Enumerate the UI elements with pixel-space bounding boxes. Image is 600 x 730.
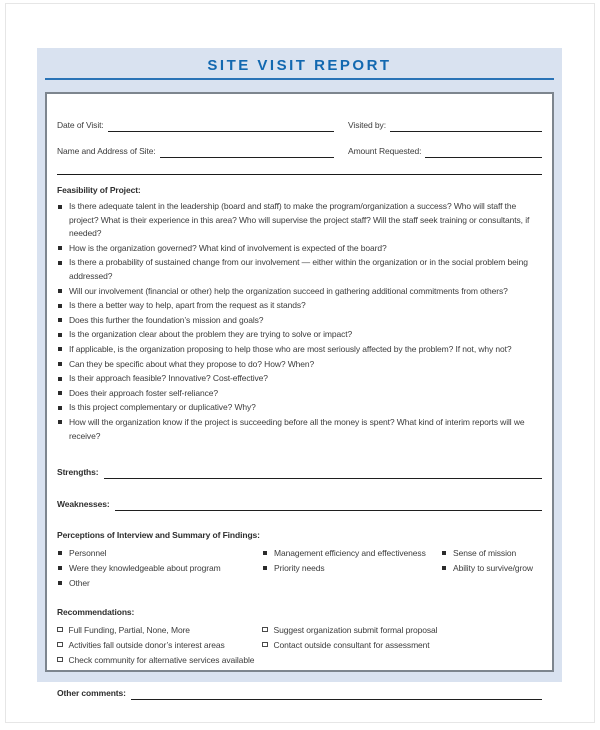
weaknesses-label: Weaknesses: bbox=[57, 499, 110, 510]
bullet-icon bbox=[442, 551, 446, 555]
recommendations-heading: Recommendations: bbox=[57, 607, 135, 618]
page-title: SITE VISIT REPORT bbox=[207, 57, 392, 74]
bullet-icon bbox=[58, 333, 62, 337]
bullet-icon bbox=[263, 551, 267, 555]
bullet-icon bbox=[58, 318, 62, 322]
bullet-icon bbox=[58, 261, 62, 265]
bullet-icon bbox=[58, 347, 62, 351]
feasibility-section bbox=[57, 184, 542, 443]
bullet-icon bbox=[58, 391, 62, 395]
perception-item: Personnel bbox=[57, 546, 262, 560]
section-divider bbox=[57, 174, 542, 175]
perception-item: Sense of mission bbox=[441, 546, 542, 560]
feasibility-question: Is the organization clear about the problem they are trying to solve or impact? bbox=[57, 328, 542, 342]
strengths-line[interactable] bbox=[104, 469, 542, 479]
recommendation-option[interactable]: Contact outside consultant for assessment bbox=[262, 638, 542, 652]
other-comments-line[interactable] bbox=[131, 690, 542, 700]
field-row-2 bbox=[57, 140, 542, 158]
date-of-visit-line[interactable] bbox=[108, 122, 334, 132]
field-row-1 bbox=[57, 114, 542, 132]
checkbox-icon[interactable] bbox=[57, 627, 63, 633]
visited-by-label: Visited by: bbox=[348, 120, 386, 130]
name-address-label: Name and Address of Site: bbox=[57, 146, 156, 156]
recommendations-section bbox=[57, 606, 542, 667]
checkbox-icon[interactable] bbox=[57, 642, 63, 648]
bullet-icon bbox=[58, 304, 62, 308]
title-rule bbox=[45, 78, 554, 80]
recommendation-option[interactable]: Check community for alternative services available bbox=[57, 653, 262, 667]
recommendation-option[interactable]: Full Funding, Partial, None, More bbox=[57, 623, 262, 637]
recommendation-option[interactable]: Suggest organization submit formal proposal bbox=[262, 623, 542, 637]
bullet-icon bbox=[263, 566, 267, 570]
checkbox-icon[interactable] bbox=[57, 657, 63, 663]
feasibility-question: Will our involvement (financial or other) help the organization succeed in gathering additional commitments from others? bbox=[57, 285, 542, 299]
bullet-icon bbox=[58, 566, 62, 570]
feasibility-question: How will the organization know if the project is succeeding before all the money is spent? What kind of interim reports will we receive? bbox=[57, 416, 542, 443]
feasibility-question: How is the organization governed? What kind of involvement is expected of the board? bbox=[57, 242, 542, 256]
weaknesses-row bbox=[57, 498, 542, 511]
perceptions-column-2 bbox=[262, 545, 441, 590]
recommendations-column-2 bbox=[262, 622, 542, 667]
checkbox-icon[interactable] bbox=[262, 627, 268, 633]
feasibility-question: Is this project complementary or duplicative? Why? bbox=[57, 401, 542, 415]
perceptions-section bbox=[57, 529, 542, 590]
bullet-icon bbox=[58, 406, 62, 410]
form-box bbox=[45, 92, 554, 699]
feasibility-question: Does this further the foundation’s mission and goals? bbox=[57, 314, 542, 328]
feasibility-question: Does their approach foster self-reliance? bbox=[57, 387, 542, 401]
bullet-icon bbox=[58, 362, 62, 366]
perception-item: Were they knowledgeable about program bbox=[57, 561, 262, 575]
bullet-icon bbox=[442, 566, 446, 570]
weaknesses-line[interactable] bbox=[115, 501, 542, 511]
bullet-icon bbox=[58, 205, 62, 209]
strengths-label: Strengths: bbox=[57, 467, 99, 478]
perceptions-heading: Perceptions of Interview and Summary of Findings: bbox=[57, 530, 260, 541]
strengths-row bbox=[57, 466, 542, 479]
recommendations-column-1 bbox=[57, 622, 262, 667]
perception-item: Management efficiency and effectiveness bbox=[262, 546, 441, 560]
bullet-icon bbox=[58, 246, 62, 250]
perception-item: Other bbox=[57, 576, 262, 590]
feasibility-question: If applicable, is the organization proposing to help those who are most seriously affected by the problem? If not, why not? bbox=[57, 343, 542, 357]
feasibility-heading: Feasibility of Project: bbox=[57, 185, 141, 195]
checkbox-icon[interactable] bbox=[262, 642, 268, 648]
feasibility-question: Is their approach feasible? Innovative? Cost-effective? bbox=[57, 372, 542, 386]
feasibility-question-list bbox=[57, 200, 542, 443]
visited-by-line[interactable] bbox=[390, 122, 542, 132]
amount-requested-line[interactable] bbox=[425, 148, 542, 158]
name-address-line[interactable] bbox=[160, 148, 334, 158]
perceptions-column-3 bbox=[441, 545, 542, 590]
feasibility-question: Can they be specific about what they propose to do? How? When? bbox=[57, 358, 542, 372]
bullet-icon bbox=[58, 420, 62, 424]
bullet-icon bbox=[58, 551, 62, 555]
perception-item: Ability to survive/grow bbox=[441, 561, 542, 575]
recommendation-option[interactable]: Activities fall outside donor’s interest areas bbox=[57, 638, 262, 652]
perceptions-column-1 bbox=[57, 545, 262, 590]
date-of-visit-label: Date of Visit: bbox=[57, 120, 104, 130]
recommendations-columns bbox=[57, 622, 542, 667]
report-panel bbox=[37, 48, 562, 699]
other-comments-row bbox=[57, 687, 542, 700]
amount-requested-label: Amount Requested: bbox=[348, 146, 422, 156]
perception-item: Priority needs bbox=[262, 561, 441, 575]
feasibility-question: Is there a better way to help, apart from the request as it stands? bbox=[57, 299, 542, 313]
feasibility-question: Is there adequate talent in the leadership (board and staff) to make the program/organization a success? Who will staff the project? What is their experience in this area? Who will supervise the project staff? Will the staff seek training or consultants, if needed? bbox=[57, 200, 542, 241]
perceptions-columns bbox=[57, 545, 542, 590]
bullet-icon bbox=[58, 377, 62, 381]
bullet-icon bbox=[58, 289, 62, 293]
bullet-icon bbox=[58, 581, 62, 585]
feasibility-question: Is there a probability of sustained change from our involvement — either within the organization or in the social problem being addressed? bbox=[57, 256, 542, 283]
other-comments-label: Other comments: bbox=[57, 688, 126, 699]
